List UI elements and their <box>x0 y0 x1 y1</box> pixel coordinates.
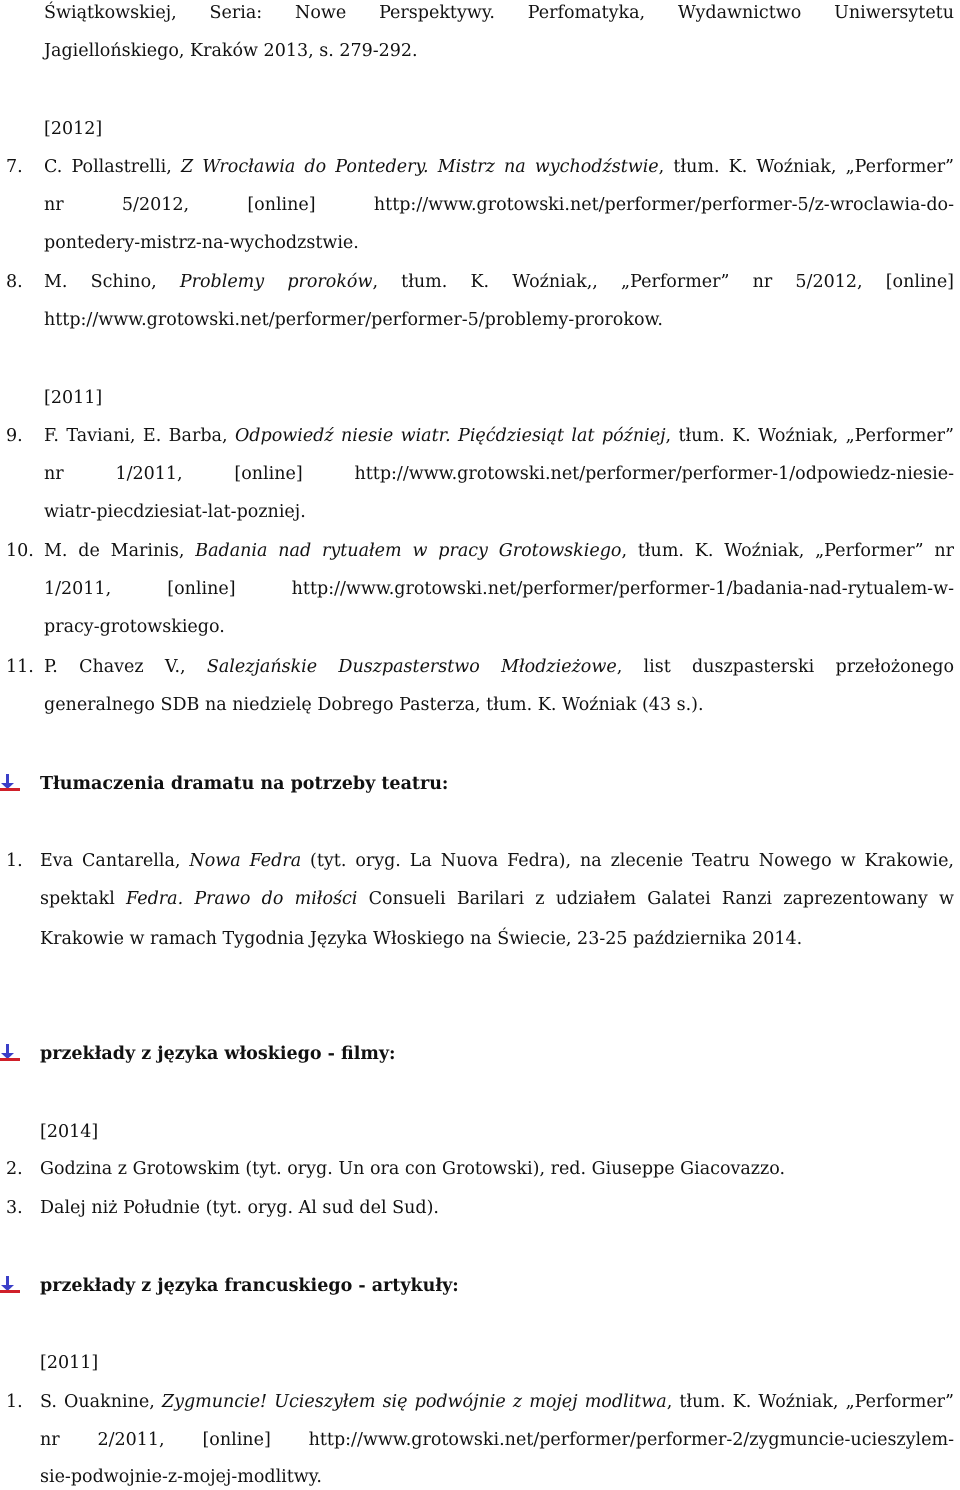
ref-line: http://www.grotowski.net/performer/performer-5/problemy-prorokow. <box>44 310 663 330</box>
down-arrow-bullet-icon <box>0 1044 20 1062</box>
year-label: [2011] <box>40 1353 99 1373</box>
entry-number: 7. <box>6 157 23 177</box>
year-label: [2014] <box>40 1122 99 1142</box>
section-heading: przekłady z języka francuskiego - artykuły: <box>40 1276 459 1296</box>
down-arrow-bullet-icon <box>0 774 20 792</box>
ref-line: Krakowie w ramach Tygodnia Języka Włoskiego na Świecie, 23-25 października 2014. <box>40 929 803 949</box>
ref-line: spektakl Fedra. Prawo do miłości Consueli Barilari z udziałem Galatei Ranzi zaprezentowany w <box>40 889 954 909</box>
year-label: [2011] <box>44 388 103 408</box>
section-heading: Tłumaczenia dramatu na potrzeby teatru: <box>40 774 449 794</box>
ref-line: nr 1/2011, [online] http://www.grotowski.net/performer/performer-1/odpowiedz-niesie- <box>44 464 954 484</box>
entry-number: 11. <box>6 657 34 677</box>
ref-line: generalnego SDB na niedzielę Dobrego Pasterza, tłum. K. Woźniak (43 s.). <box>44 695 704 715</box>
ref-line: P. Chavez V., Salezjańskie Duszpasterstwo Młodzieżowe, list duszpasterski przełożonego <box>44 657 954 677</box>
ref-line: Świątkowskiej, Seria: Nowe Perspektywy. Perfomatyka, Wydawnictwo Uniwersytetu <box>44 3 954 23</box>
ref-line: wiatr-piecdziesiat-lat-pozniej. <box>44 502 306 522</box>
down-arrow-bullet-icon <box>0 1276 20 1294</box>
entry-number: 1. <box>6 1392 23 1412</box>
entry-number: 10. <box>6 541 34 561</box>
entry-number: 3. <box>6 1198 23 1218</box>
ref-line: M. de Marinis, Badania nad rytuałem w pracy Grotowskiego, tłum. K. Woźniak, „Performer” nr <box>44 541 954 561</box>
ref-line: S. Ouaknine, Zygmuncie! Ucieszyłem się podwójnie z mojej modlitwa, tłum. K. Woźniak, „Performer” <box>40 1392 954 1412</box>
ref-line: M. Schino, Problemy proroków, tłum. K. Woźniak,, „Performer” nr 5/2012, [online] <box>44 272 954 292</box>
ref-line: pontedery-mistrz-na-wychodzstwie. <box>44 233 359 253</box>
entry-number: 1. <box>6 851 23 871</box>
ref-line: pracy-grotowskiego. <box>44 617 225 637</box>
ref-line: sie-podwojnie-z-mojej-modlitwy. <box>40 1467 322 1487</box>
ref-line: Dalej niż Południe (tyt. oryg. Al sud del Sud). <box>40 1198 439 1218</box>
entry-number: 8. <box>6 272 23 292</box>
ref-line: Godzina z Grotowskim (tyt. oryg. Un ora con Grotowski), red. Giuseppe Giacovazzo. <box>40 1159 786 1179</box>
section-heading: przekłady z języka włoskiego - filmy: <box>40 1044 396 1064</box>
entry-number: 2. <box>6 1159 23 1179</box>
ref-line: Eva Cantarella, Nowa Fedra (tyt. oryg. La Nuova Fedra), na zlecenie Teatru Nowego w Krakowie, <box>40 851 954 871</box>
ref-line: Jagiellońskiego, Kraków 2013, s. 279-292. <box>44 41 418 61</box>
ref-line: F. Taviani, E. Barba, Odpowiedź niesie wiatr. Pięćdziesiąt lat później, tłum. K. Woźniak, „Performer” <box>44 426 954 446</box>
year-label: [2012] <box>44 119 103 139</box>
ref-line: C. Pollastrelli, Z Wrocławia do Pontedery. Mistrz na wychodźstwie, tłum. K. Woźniak, „Performer” <box>44 157 955 177</box>
ref-line: nr 5/2012, [online] http://www.grotowski.net/performer/performer-5/z-wroclawia-do- <box>44 195 954 215</box>
entry-number: 9. <box>6 426 23 446</box>
ref-line: nr 2/2011, [online] http://www.grotowski.net/performer/performer-2/zygmuncie-ucieszylem- <box>40 1430 954 1450</box>
ref-line: 1/2011, [online] http://www.grotowski.net/performer/performer-1/badania-nad-rytualem-w- <box>44 579 954 599</box>
